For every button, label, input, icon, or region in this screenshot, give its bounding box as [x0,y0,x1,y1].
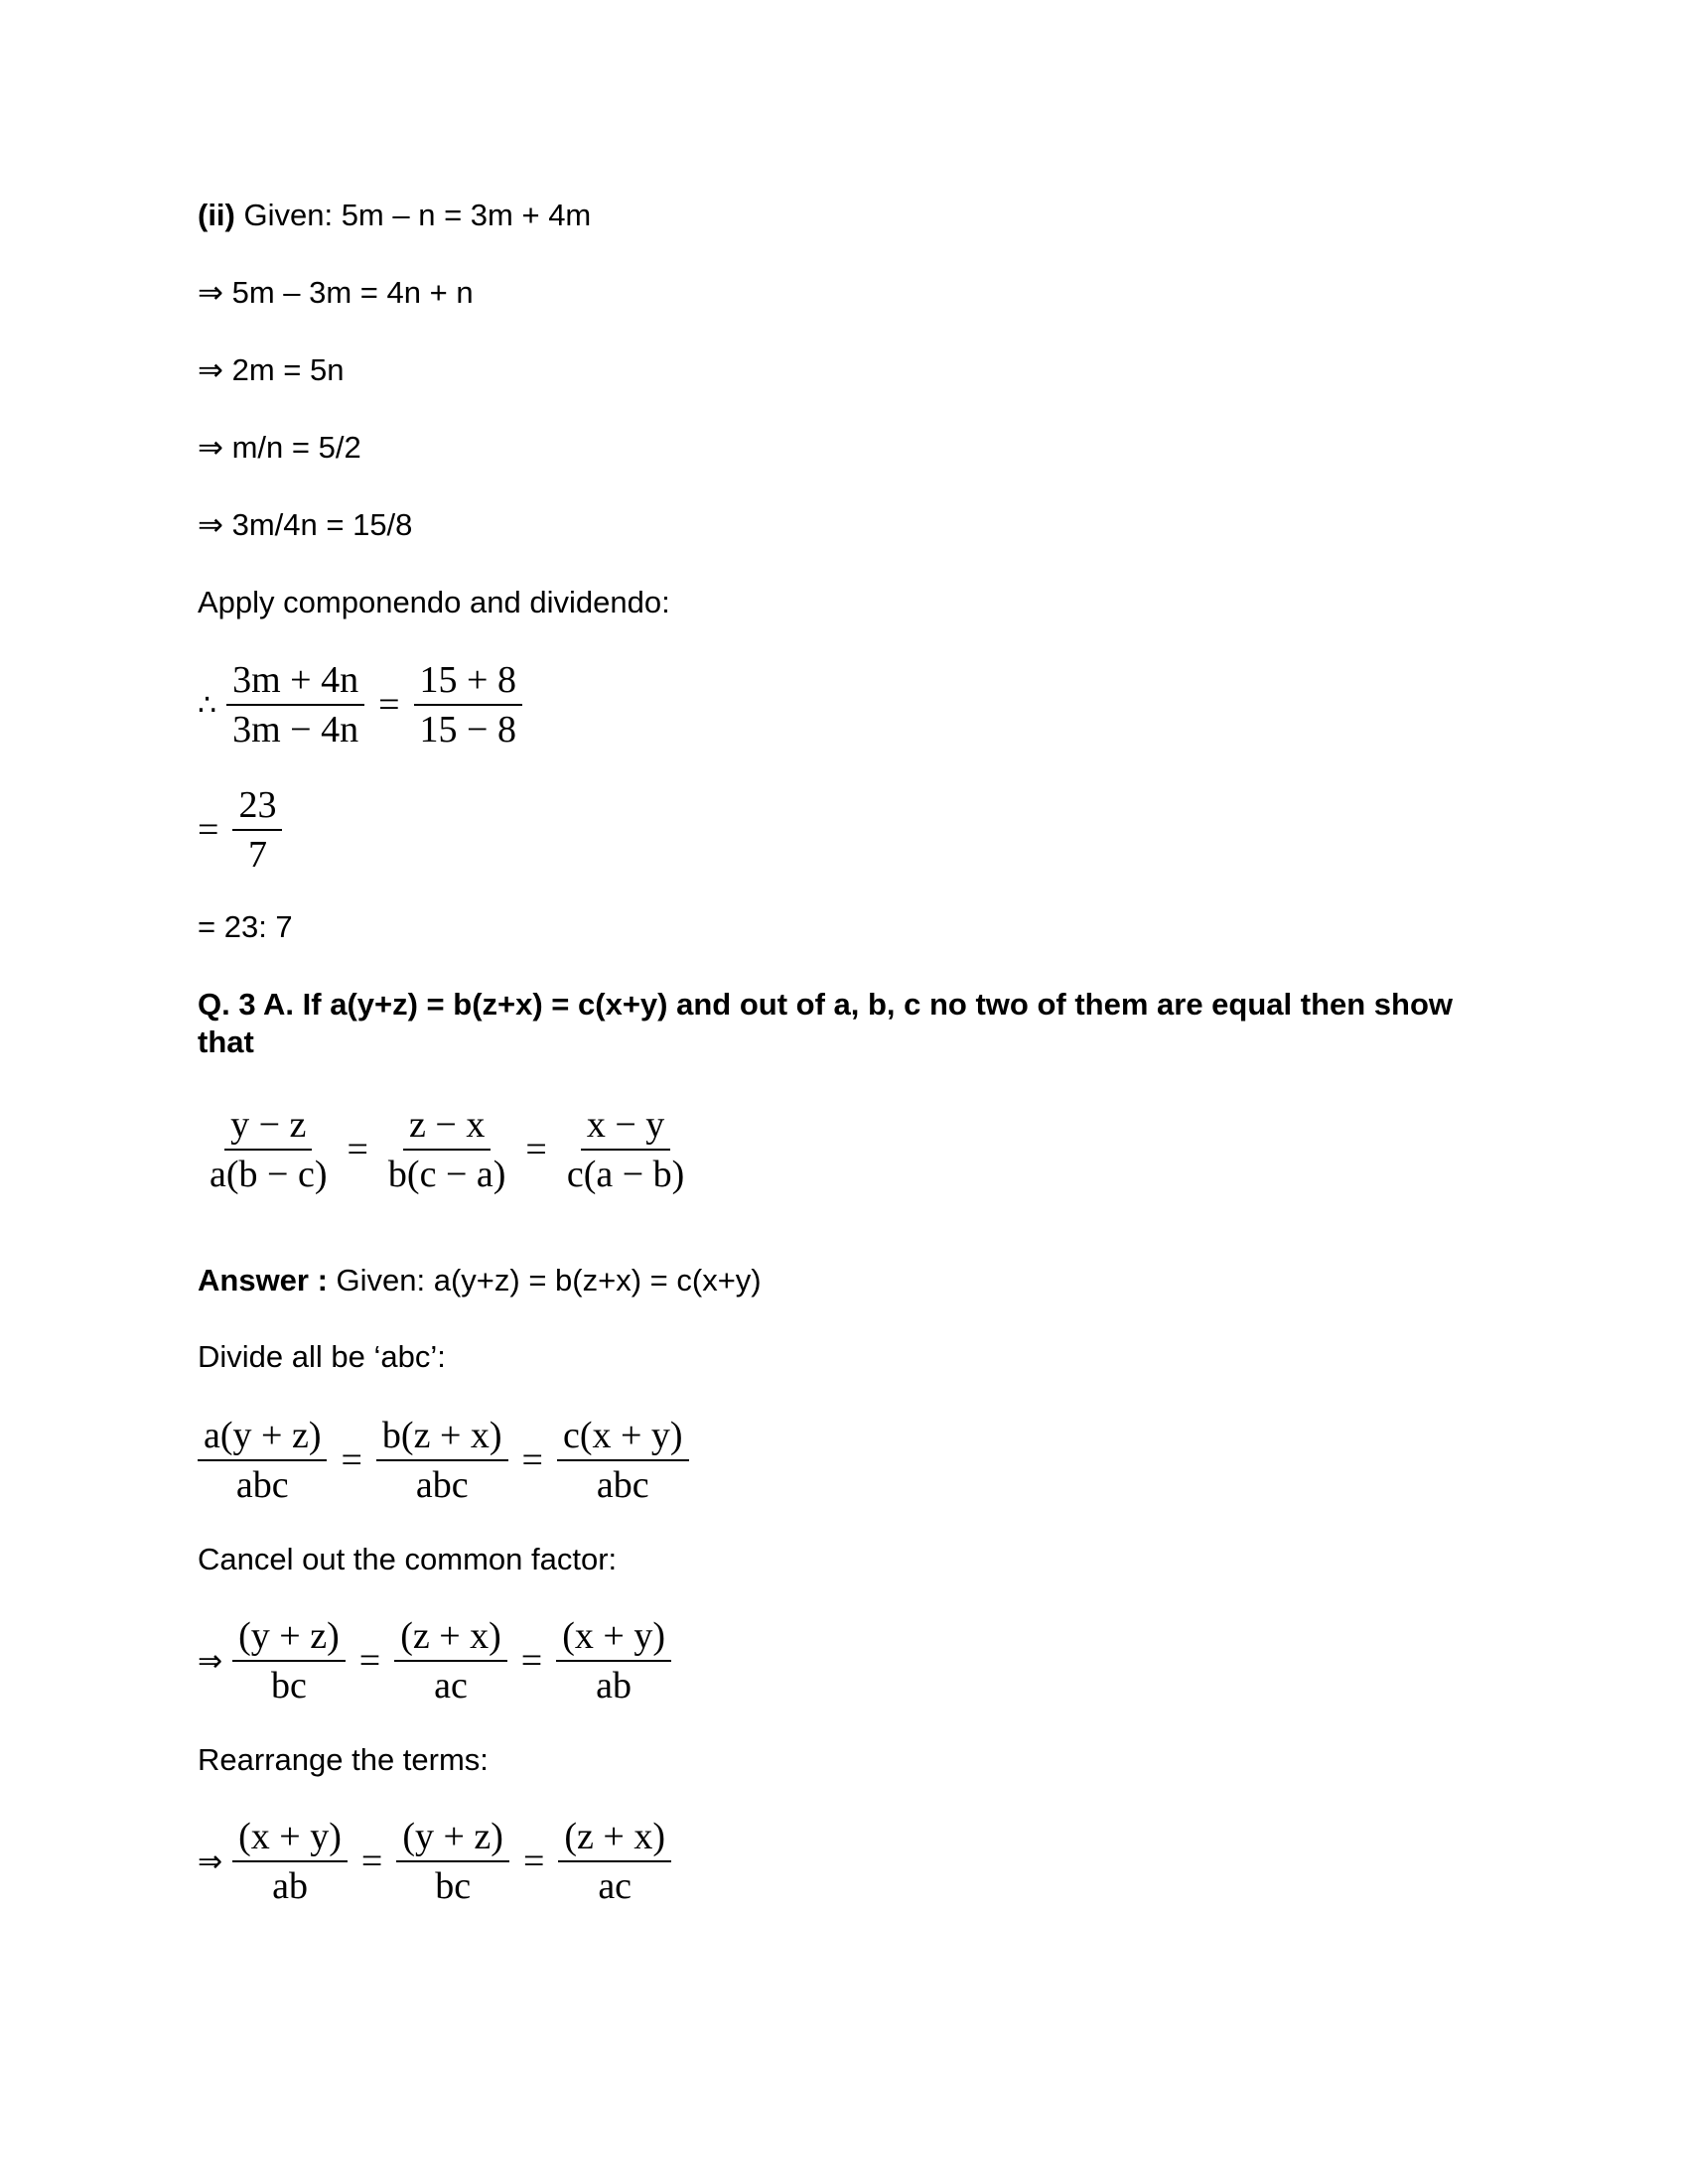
cancel-equation [198,1612,677,1709]
fraction-2 [376,1412,508,1509]
numerator: (z + x) [394,1612,507,1662]
fraction-2 [382,1101,511,1198]
answer-given: Given: a(y+z) = b(z+x) = c(x+y) [327,1263,762,1297]
numerator: (x + y) [232,1813,348,1862]
step-4: ⇒ 3m/4n = 15/8 [198,507,413,542]
denominator: b(c − a) [387,1154,506,1195]
rearrange-text: Rearrange the terms: [198,1742,489,1777]
cancel-text: Cancel out the common factor: [198,1542,618,1576]
therefore-symbol: ∴ [198,687,217,723]
equals-sign: = [522,1841,545,1882]
fraction-3 [557,1412,689,1509]
equals-sign: = [525,1129,547,1170]
fraction-3 [561,1101,690,1198]
denominator: ab [272,1865,308,1907]
equals-sign: = [360,1841,383,1882]
final-ratio: = 23: 7 [198,909,293,944]
numerator: y − z [224,1101,312,1151]
denominator: 15 − 8 [419,709,516,751]
denominator: ac [434,1665,468,1706]
rearrange-equation [198,1813,677,1910]
denominator: c(a − b) [566,1154,685,1195]
step-1: ⇒ 5m – 3m = 4n + n [198,275,474,310]
divide-text: Divide all be ‘abc’: [198,1339,446,1374]
denominator: ab [596,1665,633,1706]
part-ii-label: (ii) [198,198,235,232]
fraction-left [226,656,364,753]
fraction-1 [198,1412,327,1509]
numerator: a(y + z) [198,1412,327,1461]
answer-label: Answer : [198,1263,328,1297]
fraction-2 [394,1612,507,1709]
denominator: 3m − 4n [232,709,359,751]
to-show-equation [198,1101,696,1198]
fraction-1 [232,1813,348,1910]
fraction-1 [232,1612,346,1709]
numerator: 23 [232,781,282,831]
numerator: (y + z) [232,1612,346,1662]
fraction-3 [558,1813,671,1910]
denominator: ac [598,1865,633,1907]
equals-sign: = [198,809,219,851]
fraction-23-7 [232,781,282,879]
denominator: bc [271,1665,307,1706]
step-2: ⇒ 2m = 5n [198,352,345,387]
part-ii-given-line [198,197,591,234]
fraction-2 [396,1813,509,1910]
implies-symbol: ⇒ [198,1643,223,1679]
answer-given-line [198,1262,762,1299]
equals-sign: = [347,1129,368,1170]
denominator: abc [415,1464,469,1506]
denominator: a(b − c) [210,1154,328,1195]
equals-sign: = [520,1640,543,1682]
numerator: (z + x) [558,1813,671,1862]
equals-sign: = [341,1439,362,1481]
divide-equation [198,1412,695,1509]
equals-sign: = [378,684,400,726]
componendo-dividendo-equation [198,656,528,753]
numerator: x − y [581,1101,670,1151]
denominator: abc [596,1464,649,1506]
part-ii-given: Given: 5m – n = 3m + 4m [234,198,592,232]
denominator: 7 [247,834,267,876]
fraction-right [414,656,522,753]
fraction-1 [204,1101,333,1198]
implies-symbol: ⇒ [198,1843,223,1879]
numerator: (x + y) [556,1612,671,1662]
apply-componendo-text: Apply componendo and dividendo: [198,585,670,619]
denominator: abc [235,1464,289,1506]
equals-sign: = [358,1640,381,1682]
denominator: bc [435,1865,472,1907]
result-fraction [198,781,288,879]
numerator: 3m + 4n [226,656,364,706]
numerator: (y + z) [396,1813,509,1862]
step-3: ⇒ m/n = 5/2 [198,430,361,465]
equals-sign: = [521,1439,543,1481]
numerator: z − x [403,1101,491,1151]
fraction-3 [556,1612,671,1709]
numerator: c(x + y) [557,1412,689,1461]
numerator: 15 + 8 [414,656,522,706]
question-3a: Q. 3 A. If a(y+z) = b(z+x) = c(x+y) and out of a, b, c no two of them are equal then show that [198,987,1454,1059]
numerator: b(z + x) [376,1412,508,1461]
